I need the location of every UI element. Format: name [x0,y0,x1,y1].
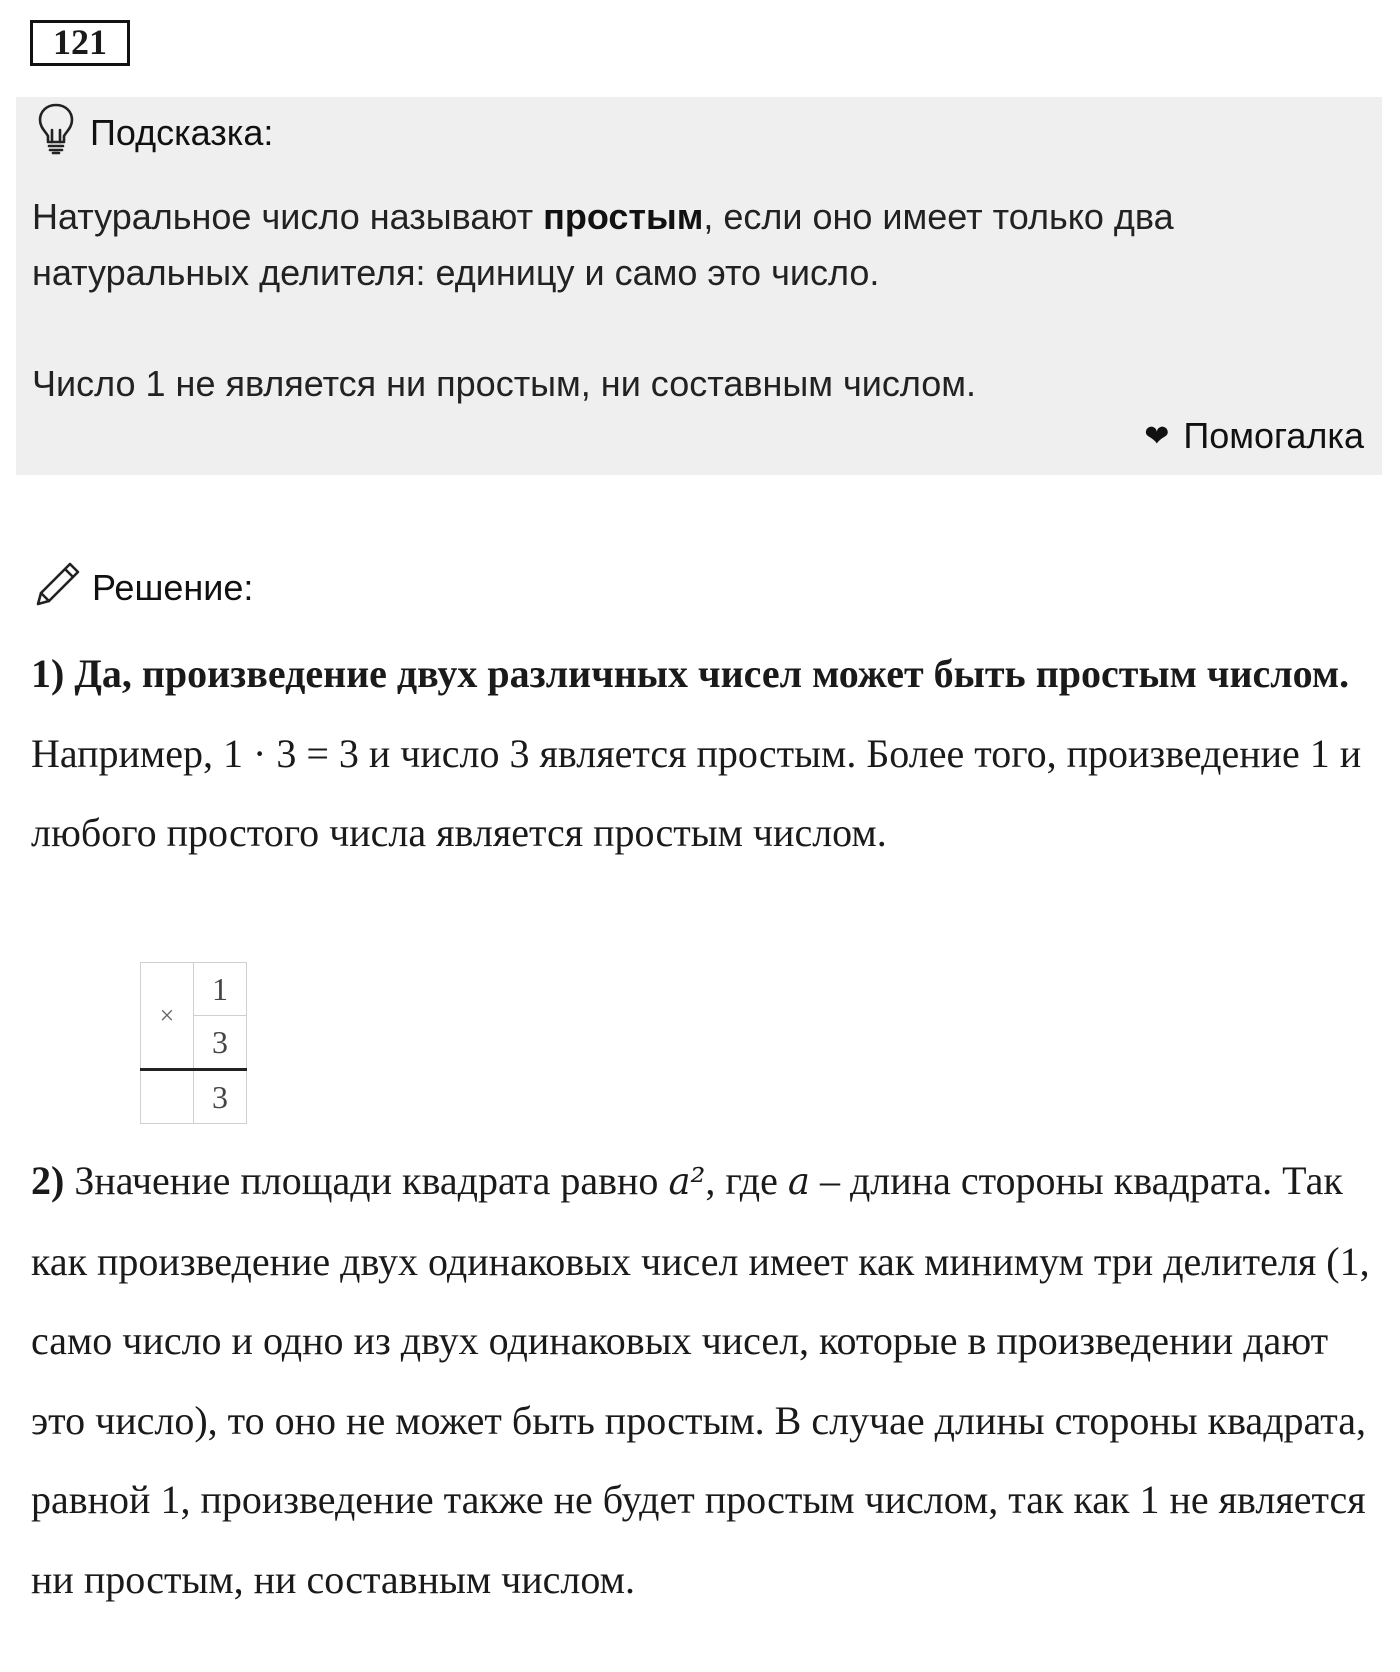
heart-icon: ❤ [1144,419,1170,453]
factor-2: 3 [194,1016,247,1070]
answer-1-lead: 1) Да, произведение двух различных чисел может быть простым числом. [31,651,1350,696]
solution-part-1: 1) Да, произведение двух различных чисел может быть простым числом. Например, 1 · 3 = 3 и число 3 является простым. Более того, произведение 1 и любого простого числа является простым числом. [31,651,1362,855]
solution-part-2: 2) Значение площади квадрата равно a², где a – длина стороны квадрата. Так как произведение двух одинаковых чисел имеет как минимум три делителя (1, само число и одно из двух одинаковых чисел, которые в произведении дают это число), то оно не может быть простым. В случае длины стороны квадрата, равной 1, произведение также не будет простым числом, так как 1 не является ни простым, ни составным числом. [31,1158,1370,1602]
hint-keyword: простым [543,196,704,237]
result-empty-cell [141,1070,194,1124]
solution-title: Решение: [92,567,254,608]
lightbulb-icon [36,102,90,165]
hint-title: Подсказка: [90,112,274,153]
math-a-squared: a² [668,1160,706,1203]
brand-link[interactable] [1144,408,1364,464]
brand-label: Помогалка [1183,415,1364,456]
hint-box [16,97,1382,475]
task-number: 121 [30,20,130,66]
factor-1: 1 [194,963,247,1016]
multiply-sign: × [141,963,194,1070]
pencil-icon [32,558,92,619]
hint-header [36,105,273,161]
multiplication-column [140,962,247,1124]
solution-header [32,558,253,618]
product: 3 [194,1070,247,1124]
math-a: a [787,1160,810,1203]
hint-note: Число 1 не является ни простым, ни составным числом. [32,363,977,404]
hint-definition: Натуральное число называют простым, если оно имеет только два натуральных делителя: единицу и само это число. [32,196,1174,293]
answer-2-lead: 2) [31,1158,65,1203]
